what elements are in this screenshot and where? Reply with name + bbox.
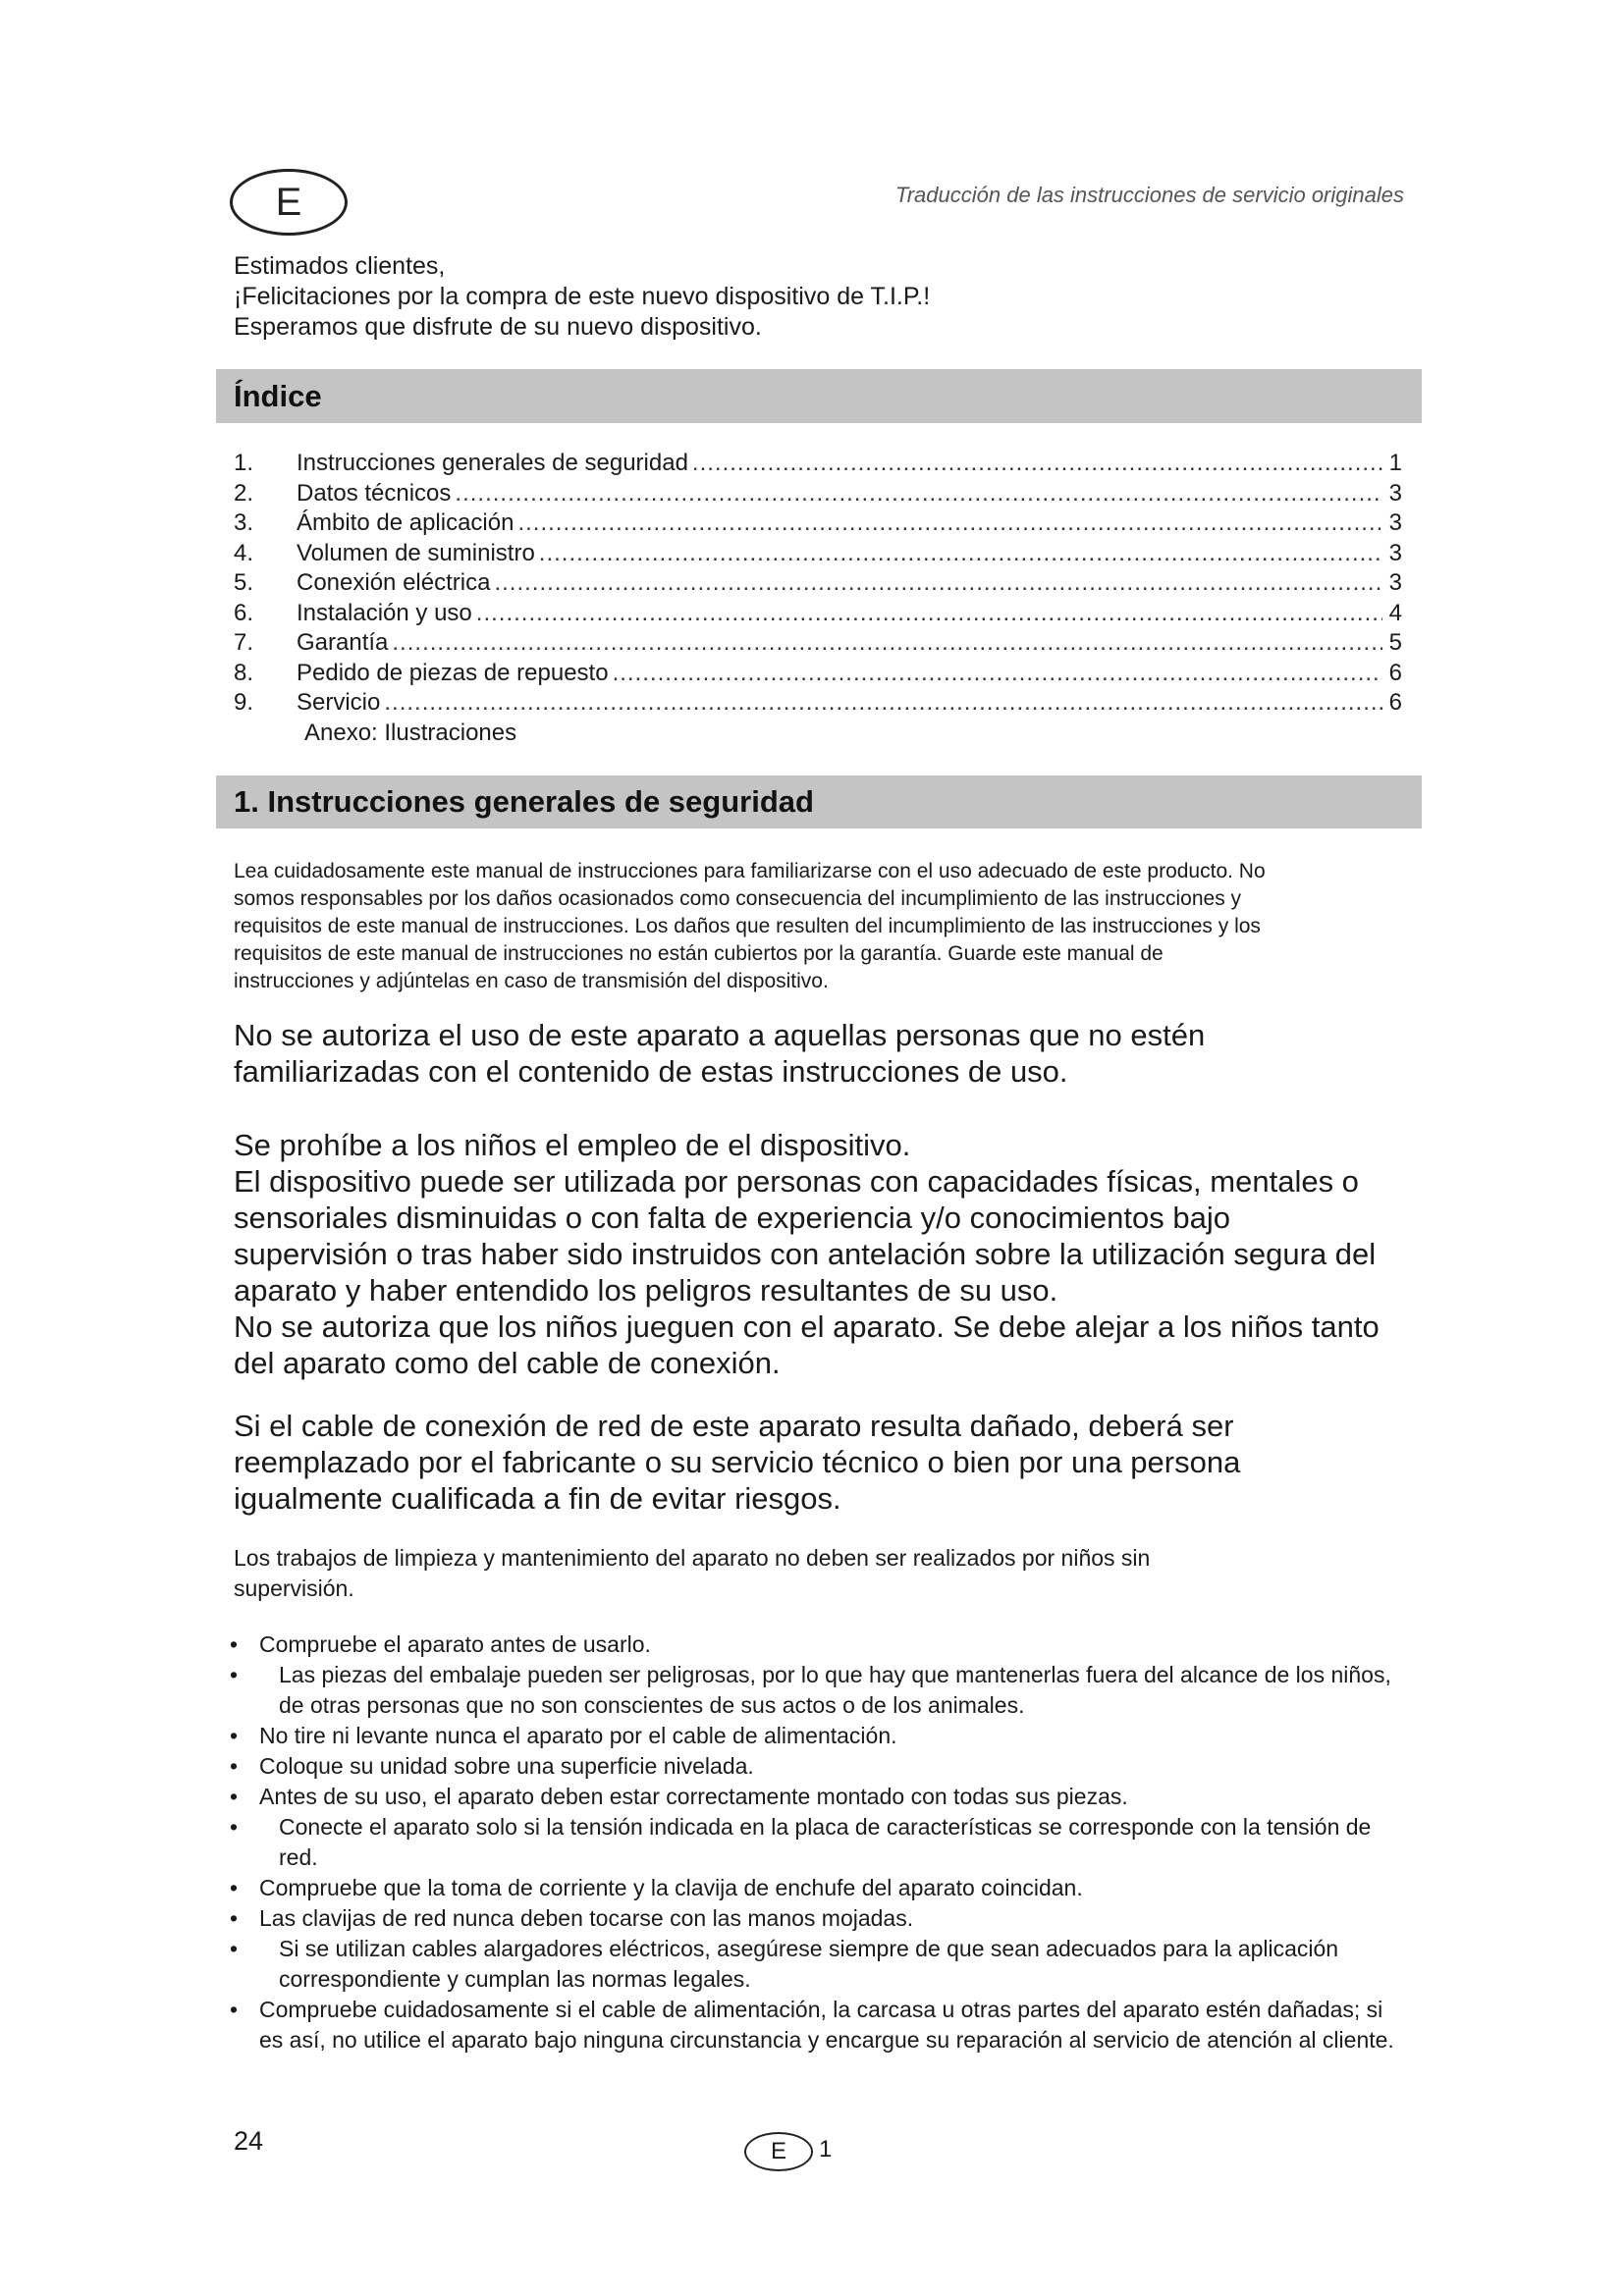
toc-item[interactable]	[234, 450, 1402, 480]
toc-leader	[455, 480, 1382, 507]
bullet-item: • No tire ni levante nunca el aparato por el cable de alimentación.	[220, 1721, 1408, 1751]
toc-title: Servicio	[297, 689, 381, 716]
intro-paragraph	[234, 858, 1396, 995]
greeting-line: Estimados clientes,	[234, 252, 446, 280]
text-line: Los trabajos de limpieza y mantenimiento del aparato no deben ser realizados por niños sin	[234, 1545, 1151, 1571]
text-line: No se autoriza el uso de este aparato a aquellas personas que no estén	[234, 1018, 1206, 1052]
toc-number: 5.	[234, 569, 254, 596]
toc-page: 3	[1388, 569, 1402, 596]
toc-number: 7.	[234, 629, 254, 656]
toc-page: 5	[1388, 629, 1402, 656]
text-line: Se prohíbe a los niños el empleo de el dispositivo.	[234, 1128, 911, 1162]
toc-page: 6	[1388, 659, 1402, 686]
bullet-item: • Compruebe cuidadosamente si el cable de alimentación, la carcasa u otras partes del aparato estén dañadas; si es así, no utilice el aparato bajo ninguna circunstancia y encargue su reparación al servicio de atención al cliente.	[220, 1995, 1408, 2056]
text-line: del aparato como del cable de conexión.	[234, 1346, 781, 1380]
toc-item[interactable]	[234, 509, 1402, 540]
toc-leader	[476, 600, 1382, 627]
text-line: somos responsables por los daños ocasionados como consecuencia del incumplimiento de las instrucciones y	[234, 887, 1242, 910]
text-line: No se autoriza que los niños jueguen con el aparato. Se debe alejar a los niños tanto	[234, 1309, 1380, 1344]
toc-page: 3	[1388, 509, 1402, 536]
greeting-line: Esperamos que disfrute de su nuevo dispositivo.	[234, 313, 762, 341]
toc-item[interactable]	[234, 569, 1402, 600]
text-line: Si el cable de conexión de red de este aparato resulta dañado, deberá ser	[234, 1409, 1234, 1443]
toc-heading: Índice	[216, 369, 1422, 423]
text-line: requisitos de este manual de instrucciones no están cubiertos por la garantía. Guarde este manual de	[234, 942, 1164, 965]
toc-annex[interactable]: Anexo: Ilustraciones	[304, 719, 517, 746]
safety-bullet-list	[220, 1629, 1408, 2056]
toc-number: 9.	[234, 689, 254, 716]
section-page-number: 1	[819, 2136, 833, 2163]
toc-item[interactable]	[234, 629, 1402, 660]
footer-language-badge: E	[744, 2132, 813, 2171]
toc-title: Instrucciones generales de seguridad	[297, 450, 688, 476]
toc-item[interactable]	[234, 600, 1402, 630]
toc-leader	[392, 629, 1382, 657]
section-heading: 1. Instrucciones generales de seguridad	[216, 775, 1422, 828]
toc-number: 3.	[234, 509, 254, 536]
toc-title: Volumen de suministro	[297, 539, 535, 566]
text-line: familiarizadas con el contenido de estas instrucciones de uso.	[234, 1054, 1068, 1089]
toc-title: Ámbito de aplicación	[297, 509, 514, 536]
toc-number: 6.	[234, 599, 254, 626]
toc-title: Datos técnicos	[297, 479, 452, 507]
text-line: requisitos de este manual de instrucciones. Los daños que resulten del incumplimiento de las instrucciones y los	[234, 915, 1261, 937]
toc-number: 1.	[234, 450, 254, 476]
toc-page: 3	[1388, 539, 1402, 566]
bullet-item: • Las clavijas de red nunca deben tocarse con las manos mojadas.	[220, 1903, 1408, 1934]
text-line: reemplazado por el fabricante o su servicio técnico o bien por una persona	[234, 1445, 1241, 1479]
toc-leader	[494, 569, 1382, 597]
toc-leader	[613, 660, 1382, 687]
bullet-item: • Si se utilizan cables alargadores eléctricos, asegúrese siempre de que sean adecuados para la aplicación correspondiente y cumplan las normas legales.	[220, 1934, 1408, 1995]
bullet-item: • Compruebe que la toma de corriente y la clavija de enchufe del aparato coincidan.	[220, 1873, 1408, 1903]
toc-title: Garantía	[297, 629, 389, 656]
toc-title: Instalación y uso	[297, 599, 472, 626]
warning-paragraph	[234, 1017, 1402, 1090]
bullet-item: • Coloque su unidad sobre una superficie nivelada.	[220, 1751, 1408, 1782]
text-line: supervisión o tras haber sido instruidos con antelación sobre la utilización segura del	[234, 1237, 1377, 1271]
text-line: igualmente cualificada a fin de evitar riesgos.	[234, 1481, 841, 1516]
text-line: instrucciones y adjúntelas en caso de transmisión del dispositivo.	[234, 970, 829, 992]
toc-leader	[539, 540, 1382, 567]
warning-paragraph	[234, 1127, 1402, 1381]
warning-paragraph	[234, 1408, 1402, 1517]
toc-title: Conexión eléctrica	[297, 569, 491, 596]
bullet-item: • Antes de su uso, el aparato deben estar correctamente montado con todas sus piezas.	[220, 1782, 1408, 1812]
toc-item[interactable]	[234, 689, 1402, 720]
toc-item[interactable]	[234, 480, 1402, 510]
text-line: sensoriales disminuidas o con falta de experiencia y/o conocimientos bajo	[234, 1201, 1230, 1235]
text-line: supervisión.	[234, 1575, 354, 1601]
page-number: 24	[234, 2126, 264, 2156]
toc-item[interactable]	[234, 540, 1402, 570]
bullet-item: • Compruebe el aparato antes de usarlo.	[220, 1629, 1408, 1660]
language-badge: E	[230, 169, 348, 236]
text-line: aparato y haber entendido los peligros resultantes de su uso.	[234, 1273, 1058, 1308]
toc-page: 4	[1388, 599, 1402, 626]
toc-page: 6	[1388, 689, 1402, 716]
toc-page: 1	[1388, 450, 1402, 476]
bullet-item: • Conecte el aparato solo si la tensión indicada en la placa de características se corresponde con la tensión de red.	[220, 1812, 1408, 1873]
text-line: El dispositivo puede ser utilizada por personas con capacidades físicas, mentales o	[234, 1164, 1359, 1199]
toc-leader	[692, 450, 1382, 477]
text-line: Lea cuidadosamente este manual de instrucciones para familiarizarse con el uso adecuado de este producto. No	[234, 860, 1266, 882]
cleaning-paragraph	[234, 1543, 1396, 1604]
bullet-item: • Las piezas del embalaje pueden ser peligrosas, por lo que hay que mantenerlas fuera del alcance de los niños, de otras personas que no son conscientes de sus actos o de los animales.	[220, 1660, 1408, 1721]
greeting	[234, 251, 1412, 343]
toc-page: 3	[1388, 479, 1402, 507]
toc-item[interactable]	[234, 660, 1402, 690]
toc-title: Pedido de piezas de repuesto	[297, 659, 609, 686]
table-of-contents	[234, 450, 1402, 749]
header-note: Traducción de las instrucciones de servicio originales	[894, 183, 1404, 207]
toc-leader	[517, 509, 1382, 537]
greeting-line: ¡Felicitaciones por la compra de este nuevo dispositivo de T.I.P.!	[234, 283, 931, 310]
toc-number: 2.	[234, 479, 254, 507]
toc-number: 8.	[234, 659, 254, 686]
toc-number: 4.	[234, 539, 254, 566]
toc-leader	[384, 689, 1382, 717]
